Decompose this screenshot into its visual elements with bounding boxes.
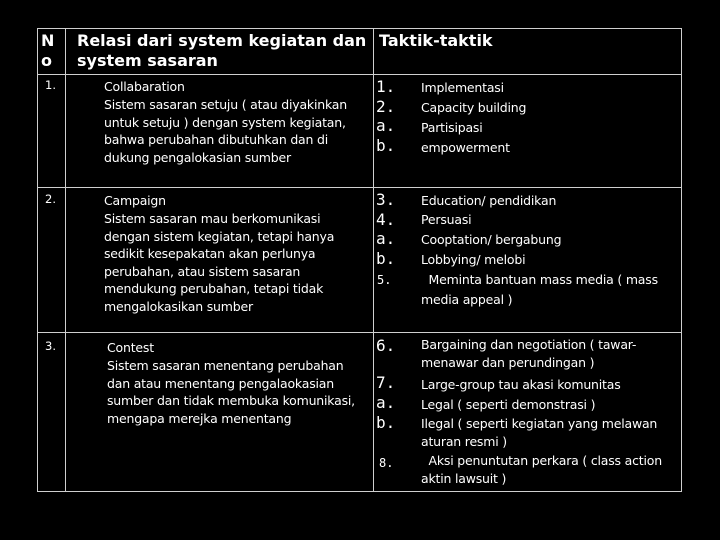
header-divider: [38, 74, 681, 75]
row-divider-1: [38, 187, 681, 188]
tactic-marker: a.: [376, 229, 396, 248]
tactic-marker: a.: [376, 393, 396, 412]
tactic-marker: 2.: [376, 96, 396, 116]
tactic-marker: b.: [376, 248, 396, 268]
relation-title: Campaign: [104, 193, 166, 208]
tactic-item: Ilegal ( seperti kegiatan yang melawan aturan resmi ): [421, 416, 658, 449]
column-divider-tactics: [373, 29, 374, 491]
tactic-marker: 1.: [376, 77, 396, 96]
relation-description: Sistem sasaran setuju ( atau diyakinkan untuk setuju ) dengan system kegiatan, bahwa perubahan dibutuhkan dan di dukung pengalokasian sumber: [104, 97, 347, 165]
tactic-item: Aksi penuntutan perkara ( class action aktin lawsuit ): [421, 453, 666, 486]
tactic-item: Meminta bantuan mass media ( mass media appeal ): [421, 272, 662, 307]
tactic-item: Lobbying/ melobi: [421, 252, 526, 267]
tactic-marker: 6.: [376, 336, 396, 355]
tactic-item: Cooptation/ bergabung: [421, 232, 562, 247]
tactic-marker: 4.: [376, 209, 396, 229]
tactic-item: Education/ pendidikan: [421, 193, 557, 208]
relation-description: Sistem sasaran mau berkomunikasi dengan sistem kegiatan, tetapi hanya sedikit kesepakatan akan perlunya perubahan, atau sistem sasaran mendukung perubahan, tetapi tidak mengalokasikan sumber: [104, 211, 335, 314]
tactic-item: Capacity building: [421, 100, 527, 115]
tactic-item: Persuasi: [421, 212, 472, 227]
tactic-marker: 5.: [377, 273, 392, 287]
tactic-item: Implementasi: [421, 80, 504, 95]
tactic-marker: b.: [376, 135, 396, 155]
tactic-marker: 3.: [376, 190, 396, 209]
tactic-item: empowerment: [421, 140, 510, 155]
tactic-marker: b.: [376, 412, 396, 432]
relation-title: Collabaration: [104, 79, 185, 94]
tactic-marker: a.: [376, 116, 396, 135]
column-divider-no: [65, 29, 66, 491]
tactic-marker: 8.: [379, 456, 394, 470]
tactic-item: Bargaining dan negotiation ( tawar-menawar dan perundingan ): [421, 337, 637, 370]
tactic-item: Large-group tau akasi komunitas: [421, 377, 621, 392]
row-number: 1.: [45, 78, 56, 92]
tactic-item: Legal ( seperti demonstrasi ): [421, 397, 596, 412]
row-number: 2.: [45, 192, 56, 206]
tactics-table: [37, 28, 682, 492]
tactic-marker: 7.: [376, 373, 396, 392]
row-divider-2: [38, 332, 681, 333]
header-tactics: Taktik-taktik: [379, 31, 493, 50]
relation-description: Sistem sasaran menentang perubahan dan atau menentang pengalaokasian sumber dan tidak membuka komunikasi, mengapa merejka menentang: [107, 358, 355, 426]
row-number: 3.: [45, 339, 56, 353]
header-relation: Relasi dari system kegiatan dan system sasaran: [77, 31, 367, 70]
tactic-item: Partisipasi: [421, 120, 483, 135]
header-no: N o: [41, 31, 55, 70]
relation-title: Contest: [107, 340, 154, 355]
